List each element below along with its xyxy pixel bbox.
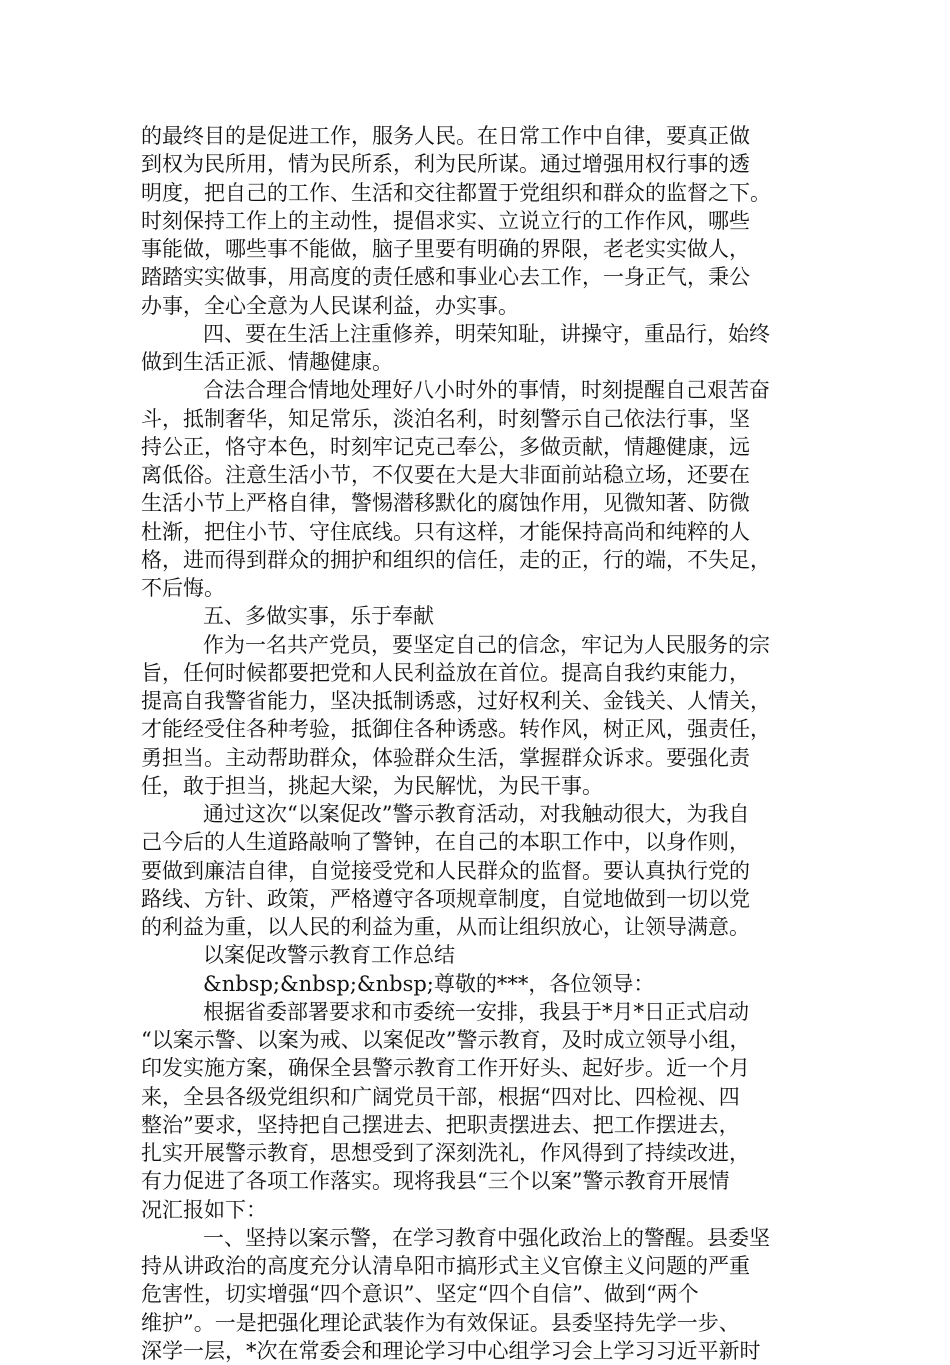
text-line: 一、坚持以案示警，在学习教育中强化政治上的警醒。县委坚 [203,1225,770,1250]
text-line: 杜渐，把住小节、守住底线。只有这样，才能保持高尚和纯粹的人 [141,519,750,544]
text-line: 时刻保持工作上的主动性，提倡求实、立说立行的工作作风，哪些 [141,208,750,233]
text-line: 做到生活正派、情趣健康。 [141,350,393,374]
text-line: 的利益为重，以人民的利益为重，从而让组织放心，让领导满意。 [141,915,750,939]
text-line: 根据省委部署要求和市委统一安排，我县于*月*日正式启动 [203,999,749,1024]
text-line: 事能做，哪些事不能做，脑子里要有明确的界限，老老实实做人， [141,237,750,261]
text-line: 以案促改警示教育工作总结 [203,943,455,968]
text-line: 到权为民所用，情为民所系，利为民所谋。通过增强用权行事的透 [141,152,750,177]
text-line: 不后悔。 [141,576,225,600]
text-line: 办事，全心全意为人民谋利益，办实事。 [141,293,519,318]
text-line: 深学一层，*次在常委会和理论学习中心组学习会上学习习近平新时 [141,1338,761,1363]
text-line: 提高自我警省能力，坚决抵制诱惑，过好权利关、金钱关、人情关， [141,689,771,713]
text-line: 的最终目的是促进工作，服务人民。在日常工作中自律，要真正做 [141,124,750,148]
text-line: 有力促进了各项工作落实。现将我县“三个以案”警示教育开展情 [141,1169,730,1194]
text-line: 格，进而得到群众的拥护和组织的信任，走的正，行的端，不失足， [141,547,771,572]
text-line: 路线、方针、政策，严格遵守各项规章制度，自觉地做到一切以党 [141,886,750,911]
text-line: 整治”要求，坚持把自己摆进去、把职责摆进去、把工作摆进去， [141,1112,740,1137]
text-line: 印发实施方案，确保全县警示教育工作开好头、起好步。近一个月 [141,1056,750,1081]
text-line: 才能经受住各种考验，抵御住各种诱惑。转作风，树正风，强责任， [141,717,771,742]
text-line: 离低俗。注意生活小节，不仅要在大是大非面前站稳立场，还要在 [141,463,750,487]
document-body [141,122,821,1365]
text-line: 明度，把自己的工作、生活和交往都置于党组织和群众的监督之下。 [141,180,771,205]
text-line: 己今后的人生道路敲响了警钟，在自己的本职工作中，以身作则， [141,830,750,855]
text-line: 通过这次“以案促改”警示教育活动，对我触动很大，为我自 [203,802,750,826]
text-line: 五、多做实事，乐于奉献 [203,604,434,629]
text-line: 踏踏实实做事，用高度的责任感和事业心去工作，一身正气，秉公 [141,265,750,290]
text-line: 危害性，切实增强“四个意识”、坚定“四个自信”、做到“两个 [141,1282,699,1307]
text-line: 况汇报如下： [141,1197,267,1222]
text-line: &nbsp;&nbsp;&nbsp;尊敬的***，各位领导： [203,971,655,996]
text-line: “以案示警、以案为戒、以案促改”警示教育，及时成立领导小组， [141,1028,751,1052]
text-line: 维护”。一是把强化理论武装作为有效保证。县委坚持先学一步、 [141,1310,740,1335]
text-line: 合法合理合情地处理好八小时外的事情，时刻提醒自己艰苦奋 [203,378,770,403]
text-line: 作为一名共产党员，要坚定自己的信念，牢记为人民服务的宗 [203,632,770,657]
text-line: 旨，任何时候都要把党和人民利益放在首位。提高自我约束能力， [141,660,750,685]
text-line: 扎实开展警示教育，思想受到了深刻洗礼，作风得到了持续改进， [141,1141,750,1165]
text-line: 勇担当。主动帮助群众，体验群众生活，掌握群众诉求。要强化责 [141,745,750,770]
text-line: 持从讲政治的高度充分认清阜阳市搞形式主义官僚主义问题的严重 [141,1254,750,1278]
text-line: 要做到廉洁自律，自觉接受党和人民群众的监督。要认真执行党的 [141,858,750,883]
text-line: 任，敢于担当，挑起大梁，为民解忧，为民干事。 [141,773,603,798]
text-line: 四、要在生活上注重修养，明荣知耻，讲操守，重品行，始终 [203,321,770,346]
text-line: 斗，抵制奢华，知足常乐，淡泊名利，时刻警示自己依法行事，坚 [141,406,750,431]
text-line: 持公正，恪守本色，时刻牢记克己奉公，多做贡献，情趣健康，远 [141,434,750,459]
text-line: 来，全县各级党组织和广阔党员干部，根据“四对比、四检视、四 [141,1084,740,1109]
text-line: 生活小节上严格自律，警惕潜移默化的腐蚀作用，见微知著、防微 [141,491,750,516]
